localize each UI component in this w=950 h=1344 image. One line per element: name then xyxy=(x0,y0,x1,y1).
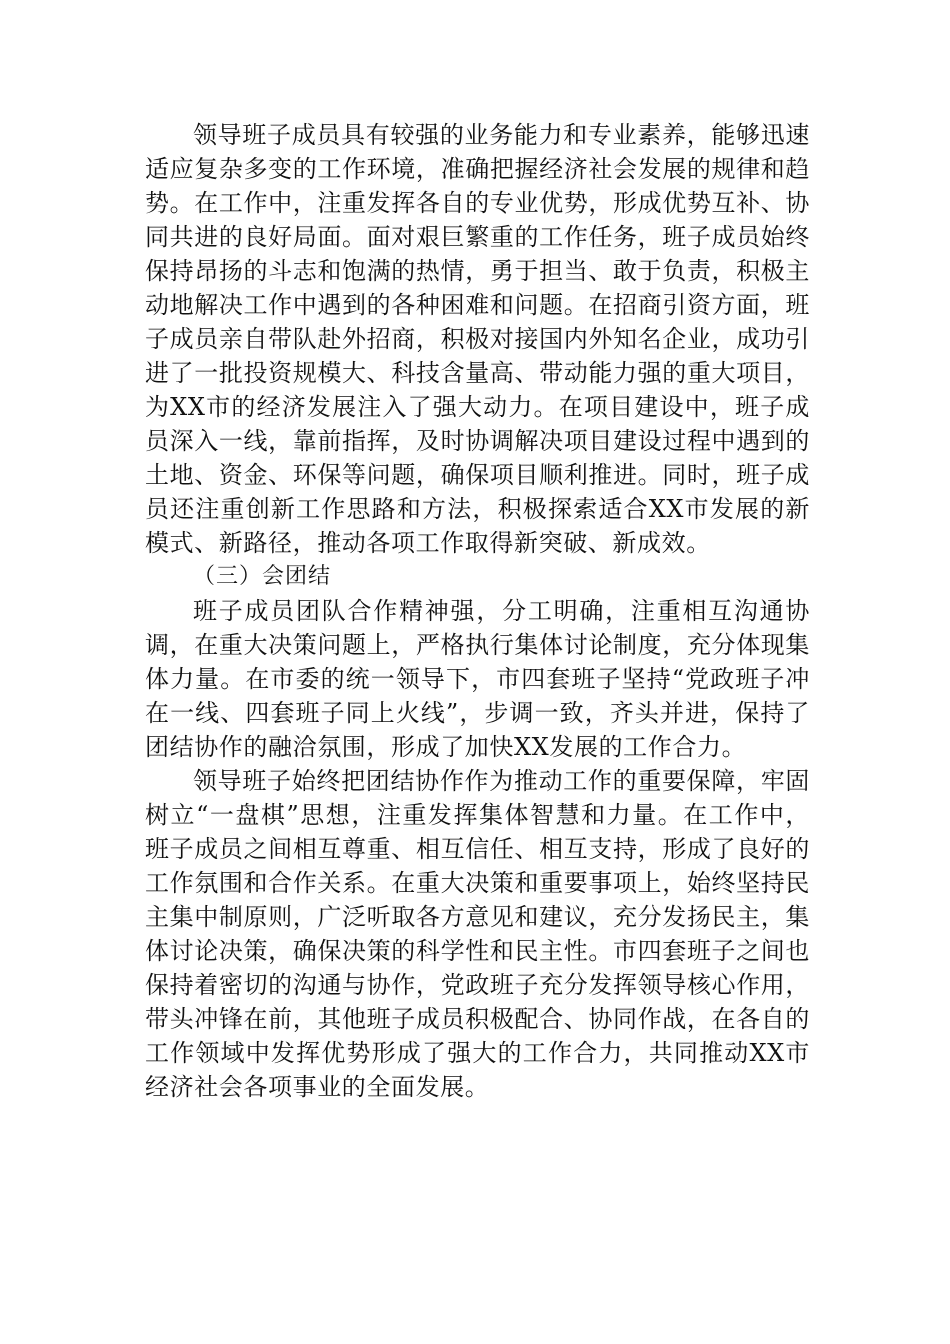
document-body xyxy=(145,118,810,1104)
body-paragraph: 领导班子成员具有较强的业务能力和专业素养，能够迅速适应复杂多变的工作环境，准确把握经济社会发展的规律和趋势。在工作中，注重发挥各自的专业优势，形成优势互补、协同共进的良好局面。面对艰巨繁重的工作任务，班子成员始终保持昂扬的斗志和饱满的热情，勇于担当、敢于负责，积极主动地解决工作中遇到的各种困难和问题。在招商引资方面，班子成员亲自带队赴外招商，积极对接国内外知名企业，成功引进了一批投资规模大、科技含量高、带动能力强的重大项目，为XX市的经济发展注入了强大动力。在项目建设中，班子成员深入一线，靠前指挥，及时协调解决项目建设过程中遇到的土地、资金、环保等问题，确保项目顺利推进。同时，班子成员还注重创新工作思路和方法，积极探索适合XX市发展的新模式、新路径，推动各项工作取得新突破、新成效。 xyxy=(145,121,810,557)
body-paragraph: 班子成员团队合作精神强，分工明确，注重相互沟通协调，在重大决策问题上，严格执行集体讨论制度，充分体现集体力量。在市委的统一领导下，市四套班子坚持“党政班子冲在一线、四套班子同上火线”，步调一致，齐头并进，保持了团结协作的融洽氛围，形成了加快XX发展的工作合力。 xyxy=(145,597,810,761)
section-heading: （三）会团结 xyxy=(193,564,332,589)
body-paragraph: 领导班子始终把团结协作作为推动工作的重要保障，牢固树立“一盘棋”思想，注重发挥集体智慧和力量。在工作中，班子成员之间相互尊重、相互信任、相互支持，形成了良好的工作氛围和合作关系。在重大决策和重要事项上，始终坚持民主集中制原则，广泛听取各方意见和建议，充分发扬民主，集体讨论决策，确保决策的科学性和民主性。市四套班子之间也保持着密切的沟通与协作，党政班子充分发挥领导核心作用，带头冲锋在前，其他班子成员积极配合、协同作战，在各自的工作领域中发挥优势形成了强大的工作合力，共同推动XX市经济社会各项事业的全面发展。 xyxy=(145,767,810,1101)
